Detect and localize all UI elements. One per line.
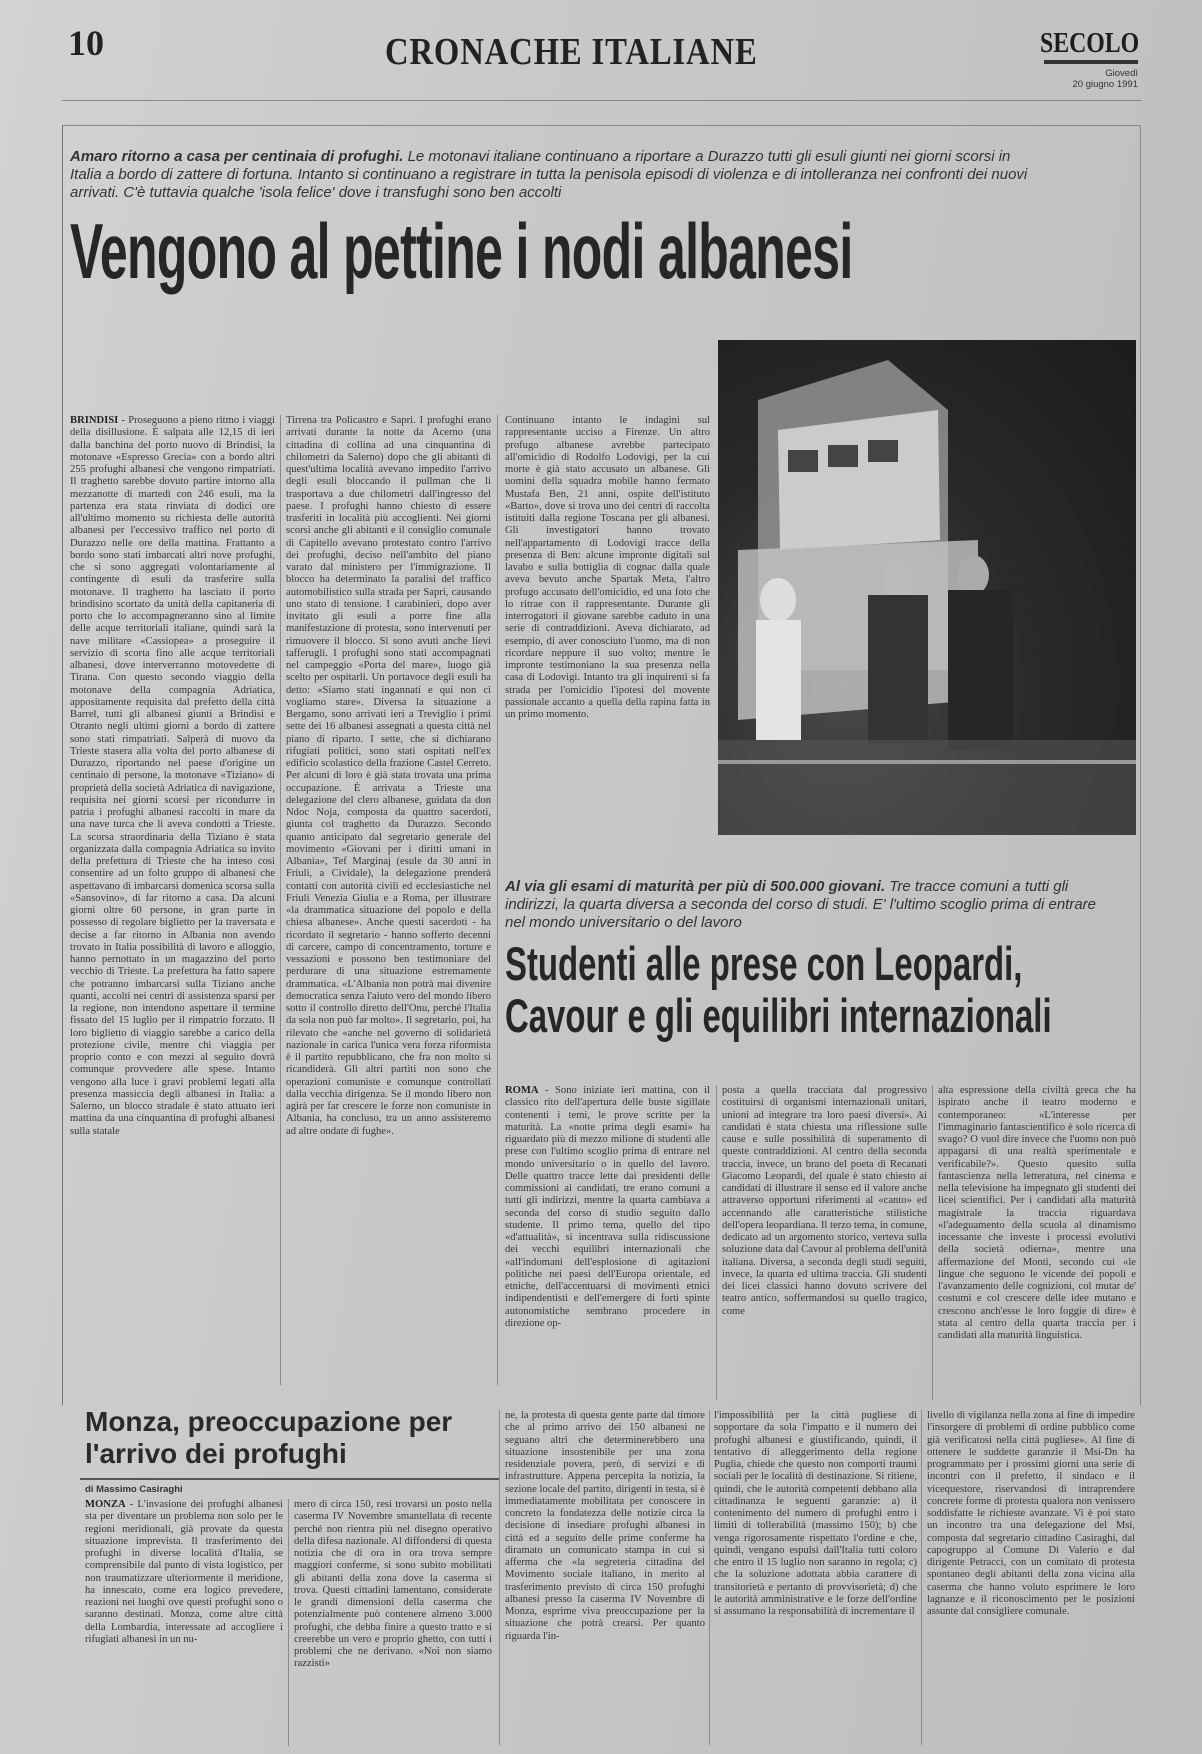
main-column-3: Continuano intanto le indagini sul rappresentante ucciso a Firenze. Un altro profugo albanese avrebbe partecipato all'omicidio di Rodolfo Lodovigi, per la cui morte è già stato accusato un albanese. Gli uomini della squadra mobile hanno fermato Mustafa Ben, 21 anni, ospite dell'istituto «Barto», dove si trova uno dei centri di raccolta istituiti dalla regione Toscana per gli albanesi. Gli investigatori hanno trovato nell'appartamento di Lodovigi tracce della presenza di Ben: alcune impronte digitali sul lavabo e sulla bottiglia di cognac dalla quale aveva bevuto anche Spartak Meta, l'altro profugo accusato dell'omicidio, ed una foto che lo ritrae con il rappresentante. Durante gli interrogatori il giovane sarebbe caduto in una serie di contraddizioni. Aveva dichiarato, ad esempio, di aver conosciuto l'uomo, ma di non ricordare neppure il suo volto; mentre le impronte testimoniano la sua presenza nella casa di Lodovigi. Intanto tra gli inquirenti si fa strada per l'omicidio l'ipotesi del movente passionale accanto a quella della rapina fatta in un primo momento.	[505, 415, 710, 720]
column-rule	[921, 1410, 922, 1745]
weekday: Giovedì	[1105, 68, 1138, 79]
monza-column-4: l'impossibilità per la città pugliese di sopportare da sola l'impatto e il numero dei profughi albanesi e giustificando, quindi, il tentativo di alleggerimento della regione Puglia, chiede che questo non comporti traumi sociali per le località di destinazione. Si ritiene, quindi, che le autorità competenti debbano alla cittadinanza le seguenti garanzie: a) il contenimento del numero di profughi entro i limiti di tollerabilità (massimo 150); b) che venga rigorosamente rispettato l'ordine e che, quindi, vengano espulsi dall'Italia tutti coloro che entro il 15 luglio non saranno in regola; c) che la soluzione adottata abbia carattere di transitorietà e pertanto di provvisorietà; d) che le autorità amministrative e le forze dell'ordine si assumano la responsabilità di incrementare il	[714, 1410, 917, 1617]
exam-headline	[505, 938, 1052, 1042]
frame-left	[62, 125, 63, 1405]
newspaper-logo: SECOLO	[1040, 28, 1140, 59]
monza-headline: Monza, preoccupazione per l'arrivo dei profughi	[85, 1406, 453, 1469]
exam-headline-line-1: Studenti alle prese con Leopardi,	[505, 937, 1023, 990]
main-headline: Vengono al pettine i nodi albanesi	[70, 207, 853, 295]
exam-column-2: posta a quella tracciata dal progressivo costituirsi di organismi internazionali unitari, unioni ad integrare tra loro paesi diversi». Ai candidati è stata chiesta una riflessione sulle cause e sulle possibilità di superamento di queste contraddizioni. Al centro della seconda traccia, invece, un brano del poeta di Recanati Giacomo Leopardi, del quale è stato chiesto ai candidati di illustrare il senso ed il valore anche attraverso opportuni riferimenti al «canto» ed accennando alle caratteristiche stilistiche dell'opera leopardiana. Il terzo tema, in comune, dedicato ad un argomento storico, verteva sulla soluzione data dal Cavour al problema dell'unità italiana. Diversa, a seconda degli studi seguiti, invece, la quarta ed ultima traccia. Gli studenti dei licei classici hanno dovuto scrivere del teatro antico, soffermandosi su quello tragico, come	[722, 1085, 927, 1317]
news-photo	[718, 340, 1136, 835]
column-rule	[499, 1410, 500, 1745]
exam-article-header	[505, 878, 1135, 1042]
monza-columns	[80, 1499, 500, 1746]
exam-column-3: alta espressione della civiltà greca che ha ispirato anche il teatro moderno e contemporaneo: «L'interesse per l'immaginario fantascientifico è solo ricerca di svago? O vuol dire invece che l'uomo non può appagarsi di una realtà sperimentale e verificabile?». Questo quesito sulla fantascienza nella letteratura, nel cinema e nella televisione ha impegnato gli studenti dei licei scientifici. Per i candidati alla maturità magistrale la traccia riguardava «l'adeguamento della scuola al dinamismo incessante che investe i processi evolutivi della società odierna», mentre una affermazione del Monti, secondo cui «le lingue che seguono le vicende dei popoli e l'avanzamento delle cognizioni, col mutar de' costumi e col crescere delle idee mutano e crescono anch'esse le loro foggie di dire» è stata al centro della quarta traccia per i candidati alla maturità linguistica.	[938, 1085, 1136, 1341]
section-title: CRONACHE ITALIANE	[385, 31, 758, 73]
column-rule	[280, 415, 281, 1385]
column-rule	[288, 1499, 289, 1746]
monza-column-2: mero di circa 150, resi trovarsi un posto nella caserma IV Novembre smantellata di recente perché non rientra più nel disegno operativo della difesa nazionale. Al diffondersi di questa notizia che di ora in ora trova sempre maggiori conferme, si sono subito mobilitati gli abitanti della zona dove la caserma si trova. Questi cittadini lamentano, considerate le grandi dimensioni della caserma che potenzialmente può contenere almeno 3.000 profughi, che debba finire a questo tratto e si creerebbe un vero e proprio ghetto, con tutti i problemi che ne derivano. «Noi non siamo razzisti»	[294, 1499, 492, 1670]
frame-right	[1140, 125, 1141, 1405]
logo-bar	[1044, 60, 1138, 64]
issue-date	[1040, 68, 1138, 90]
header-rule	[62, 100, 1142, 101]
main-column-2: Tirrena tra Policastro e Sapri. I profughi erano arrivati durante la notte da Acerno (una cittadina di collina ad una cinquantina di chilometri da Salerno) dopo che gli abitanti di quest'ultima località avevano impedito l'arrivo degli esuli bloccando il pullman che li trasportava a due chilometri dall'ingresso del paese. I profughi hanno chiesto di essere trasferiti in località più accoglienti. Nei giorni scorsi anche gli abitanti e il consiglio comunale di Capitello avevano protestato contro l'arrivo dei profughi, deciso nell'ambito del piano varato dal ministero per l'immigrazione. Il blocco ha determinato la paralisi del traffico automobilistico sulla strada per Sapri, causando uno stato di tensione. I carabinieri, dopo aver invitato gli esuli a porre fine alla manifestazione di protesta, sono intervenuti per rimuovere il blocco. Si sono avuti anche lievi tafferugli. I profughi sono stati accompagnati nel campeggio «Porta del mare», luogo già scelto per ospitarli. Un portavoce degli esuli ha detto: «Siamo stati ingannati e qui non ci vogliamo stare». Diversa la situazione a Bergamo, sono arrivati ieri a Treviglio i primi sette dei 16 albanesi assegnati a questa città nel piano di riparto. I sette, che si dichiarano rifugiati politici, sono stati ospitati nell'ex edificio scolastico della frazione Castel Cerreto. Per alcuni di loro è già stata trovata una prima occupazione. È arrivata a Trieste una delegazione del clero albanese, guidata da don Ndoc Noja, composta da quattro sacerdoti, giunta col traghetto da Durazzo. Secondo quanto anticipato dal segretario generale del movimento «Giovani per i diritti umani in Albania», Tef Marginaj (esule da 30 anni in Friuli, a Cividale), la delegazione prenderà contatti con autorità civili ed ecclesiastiche nel Friuli Venezia Giulia e a Roma, per illustrare «la drammatica situazione del popolo e della chiesa albanese». Anche questi sacerdoti - ha ricordato il segretario - hanno sofferto decenni di carcere, campo di concentramento, torture e vessazioni e possono ben testimoniare del perdurare di una situazione estremamente drammatica. «L'Albania non potrà mai divenire democratica senza l'aiuto vero del mondo libero sotto il controllo diretto dell'Onu, perché l'Italia da sola non può far molto». Il segretario, poi, ha rilevato che «anche nel governo di solidarietà nazionale in carica l'unica vera forza riformista è il partito repubblicano, che fra non molto si ricandiderà. Gli altri partiti non sono che operazioni comuniste e comunque controllati dalla vecchia dirigenza. Se il mondo libero non agirà per far crescere le forze non comuniste in Albania, ha concluso, tra un anno assisteremo ad altre ondate di fughe».	[286, 415, 491, 1137]
ship-night-photo-icon	[718, 340, 1136, 835]
main-column-1: BRINDISI - Proseguono a pieno ritmo i viaggi della disillusione. È salpata alle 12,15 di ieri dalla banchina del porto nuovo di Brindisi, la motonave «Espresso Grecia» con a bordo altri 255 profughi albanesi che vengono rimpatriati. Il traghetto sarebbe dovuto partire intorno alla mezzanotte di martedì con 246 esuli, ma la partenza era stata rinviata di dodici ore all'ultimo momento su richiesta delle autorità albanesi per l'eccessivo traffico nel porto di Durazzo nelle ore della mattina. Frattanto a bordo sono stati imbarcati altri nove profughi, che si sono aggregati volontariamente al contingente di esuli da trasferire sulla motonave. Il traghetto ha lasciato il porto brindisino scortato da unità della capitaneria di porto che lo accompagneranno sino al limite delle acque territoriali italiane, quindi sarà la nave militare «Cassiopea» a proseguire il servizio di scorta fino alle acque territoriali albanesi, dove interverranno motovedette di Tirana. Con questo secondo viaggio della motonave della compagnia Adriatica, appositamente requisita dal prefetto della città Barrel, tutti gli albanesi giunti a Brindisi e Otranto negli ultimi giorni a bordo di zattere sono stati rimpatriati. Salperà di nuovo da Trieste stasera alla volta del porto albanese di Durazzo, riportando nel paese d'origine un centinaio di persone, la motonave «Tiziano» di proprietà della società Adriatica di navigazione, requisita nei giorni scorsi per ricondurre in patria i profughi albanesi raccolti in mare da una nave turca che li aveva condotti a Trieste. La scorsa straordinaria della Tiziano è stata organizzata dalla compagnia Adriatica su invito della prefettura di Trieste che ha inteso così consentire ad un folto gruppo di albanesi che aspettavano di imbarcarsi domenica scorsa sulla «Sansovino», di far ritorno a casa. Da alcuni giorni oltre 60 persone, in gran parte in possesso di regolare biglietto per la traversata e decise a far ritorno in Albania non avendo trovato in Italia possibilità di lavoro e alloggio, hanno pernottato in un magazzino del porto vecchio di Trieste. La prefettura ha fatto sapere che potranno imbarcarsi sulla Tiziano anche quanti, accolti nei centri di assistenza sparsi per la regione, non intendono aspettare il termine fissato del 15 luglio per il rimpatrio forzato. Il loro biglietto di viaggio sarebbe a carico della protezione civile, mentre chi viaggia per proprio conto e con mezzi al seguito dovrà comunque provvedere alle spese. Intanto vengono alla luce i gravi problemi legati alla presenza massiccia degli albanesi in Italia: a Salerno, un blocco stradale è stato attuato ieri mattina da una cinquantina di profughi albanesi sulla statale	[70, 415, 275, 1137]
main-article-header	[70, 148, 1040, 294]
column-rule	[709, 1410, 710, 1745]
monza-column-1: MONZA - L'invasione dei profughi albanesi sta per diventare un problema non solo per le regioni meridionali, già provate da questa situazione imprevista. Il trasferimento dei profughi in diverse località d'Italia, se comprensibile dal punto di vista logistico, per non traumatizzare ulteriormente il meridione, ha innescato, come era logico prevedere, reazioni nei luoghi ove questi profughi sono o saranno destinati. Monza, come altre città della Lombardia, interessate ad accogliere i rifugiati albanesi in un nu-	[85, 1499, 283, 1645]
exam-headline-line-2: Cavour e gli equilibri internazionali	[505, 989, 1052, 1042]
date: 20 giugno 1991	[1072, 79, 1138, 90]
monza-column-3: ne, la protesta di questa gente parte dal timore che al primo arrivo dei 150 albanesi ne seguano altri che determinerebbero una situazione insostenibile per una zona residenziale povera, però, di servizi e di infrastrutture. Appena percepita la notizia, la sezione locale del partito, dirigenti in testa, si è immediatamente mobilitata per conoscere in concreto la fondatezza delle notizie circa la decisione di insediare profughi albanesi in città ed a seguito delle prime conferme ha diramato un comunicato stampa in cui si afferma che «la segreteria cittadina del Movimento sociale italiano, in merito al trasferimento previsto di circa 150 profughi albanesi presso la caserma IV Novembre di Monza, esprime viva preoccupazione per la situazione che potrà crearsi. Per quanto riguarda l'in-	[505, 1410, 705, 1642]
monza-article-header	[80, 1406, 500, 1746]
page-number: 10	[68, 23, 104, 63]
headline-rule	[80, 1478, 500, 1480]
column-rule	[932, 1085, 933, 1400]
column-rule	[497, 415, 498, 1385]
exam-kicker: Al via gli esami di maturità per più di 500.000 giovani. Tre tracce comuni a tutti gli indirizzi, la quarta diversa a seconda del corso di studi. E' l'ultimo scoglio prima di entrare nel mondo universitario o del lavoro	[505, 878, 1097, 931]
frame-top	[62, 125, 1140, 126]
monza-column-5: livello di vigilanza nella zona al fine di impedire l'insorgere di problemi di ordine pubblico come già verificatosi nella città pugliese». Al fine di ottenere le suddette garanzie il Msi-Dn ha programmato per i prossimi giorni una serie di incontri con il prefetto, il sindaco e il vicequestore, riservandosi di intraprendere concrete forme di protesta qualora non venissero soddisfatte le richieste avanzate. Vi è poi stato un incontro tra una delegazione del Msi, composta dal segretario cittadino Casiraghi, dal capogruppo al Comune Di Valerio e dal dirigente Petracci, con un comitato di protesta spontaneo degli abitanti della zona vicina alla caserma che hanno voluto esprimere le loro lagnanze e il riconoscimento per le posizioni assunte dal consigliere comunale.	[927, 1410, 1135, 1617]
byline: di Massimo Casiraghi	[85, 1484, 183, 1495]
column-rule	[716, 1085, 717, 1400]
exam-column-1: ROMA - Sono iniziate ieri mattina, con il classico rito dell'apertura delle buste sigillate contenenti i temi, le prove scritte per la maturità. La «notte prima degli esami» ha riguardato più di mezzo milione di studenti alle prese con l'ultimo scoglio prima di entrare nel mondo universitario o in quello del lavoro. Delle quattro tracce lette dai presidenti delle commissioni ai candidati, tre erano comuni a tutti gli indirizzi, mentre la quarta cambiava a seconda del corso di studio seguito dallo studente. Il primo tema, quello del tipo «d'attualità», si incentrava sulla ridiscussione dei vecchi equilibri internazionali che «all'indomani dell'esplosione di agitazioni politiche nei paesi dell'Europa orientale, ed etniche, dell'accentuarsi di movimenti etnici indipendentisti e dell'emergere di forti spinte autonomistiche sembrano procedere in direzione op-	[505, 1085, 710, 1329]
main-kicker: Amaro ritorno a casa per centinaia di profughi. Le motonavi italiane continuano a riportare a Durazzo tutti gli esuli giunti nei giorni scorsi in Italia a bordo di zattere di fortuna. Intanto si continuano a registrare in tutta la penisola episodi di violenza e di intolleranza nei confronti dei nuovi arrivati. C'è tuttavia qualche 'isola felice' dove i transfughi sono ben accolti	[70, 148, 1028, 201]
